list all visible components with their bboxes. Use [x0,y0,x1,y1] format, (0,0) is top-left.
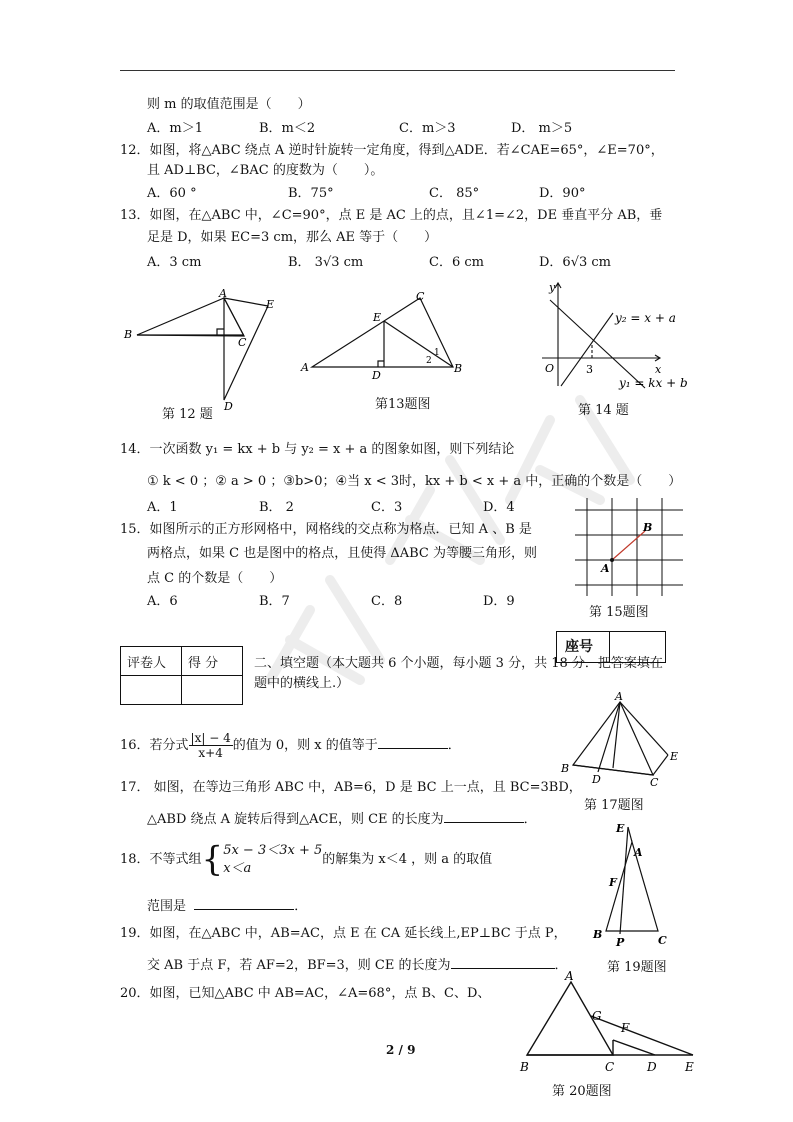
q16-fraction [189,731,233,760]
svg-text:O: O [545,362,555,375]
svg-text:2: 2 [426,356,432,366]
section2-line1: 二、填空题（本大题共 6 个小题，每小题 3 分，共 18 分．把答案填在 [254,656,663,671]
q14-option-c: C．3 [371,500,403,515]
q19-line1: 19．如图，在△ABC 中，AB=AC，点 E 在 CA 延长线上,EP⊥BC 于点 P， [120,926,567,941]
svg-text:E: E [266,298,275,311]
fig12-triangle-ade [224,298,268,400]
q11-option-a: A．m＞1 [147,121,203,136]
svg-text:E: E [616,822,625,835]
reviewer-cell[interactable] [121,676,182,705]
svg-text:A: A [634,846,643,859]
q15-line3: 点 C 的个数是（ ） [147,571,283,586]
q16-pre: 16．若分式 [120,738,189,753]
q15-option-a: A．6 [147,594,178,609]
q17-end: ． [523,812,537,827]
q18-pre: 18．不等式组 [120,852,202,867]
fig14-caption: 第 14 题 [578,403,629,418]
q20-line1: 20．如图，已知△ABC 中 AB=AC，∠A=68°，点 B、C、D、 [120,986,491,1001]
q14-line1: 14．一次函数 y₁ = kx + b 与 y₂ = x + a 的图象如图，则下列结论 [120,442,515,457]
svg-text:D: D [592,773,601,786]
svg-text:B: B [561,762,570,775]
q17-line1: 17． 如图，在等边三角形 ABC 中，AB=6，D 是 BC 上一点，且 BC=3BD， [120,780,582,795]
q15-line1: 15．如图所示的正方形网格中，网格线的交点称为格点．已知 A 、B 是 [120,522,532,537]
svg-text:y: y [549,281,556,294]
q13-option-d: D．6√3 cm [539,255,611,270]
fig14-three: 3 [586,363,593,376]
svg-text:B: B [454,362,463,375]
score-cell[interactable] [182,676,243,705]
fig12-triangle-abc [137,298,244,336]
svg-text:B: B [520,1060,529,1074]
q15-option-b: B．7 [259,594,290,609]
q13-option-b: B． 3√3 cm [288,255,364,270]
q12-line1: 12．如图，将△ABC 绕点 A 逆时针旋转一定角度，得到△ADE．若∠CAE=65°，∠E=70°， [120,143,664,158]
q12-option-a: A．60 ° [147,186,197,201]
q11-stem: 则 m 的取值范围是（ ） [147,97,311,112]
q13-option-c: C．6 cm [429,255,484,270]
score-table [120,646,243,705]
q15-option-c: C．8 [371,594,403,609]
svg-text:D: D [224,400,233,413]
fig12-caption: 第 12 题 [162,407,213,422]
figure-15 [575,498,685,598]
seat-label: 座号 [557,632,610,662]
svg-text:F: F [609,876,617,889]
svg-text:F: F [621,1021,630,1035]
section2-line2: 题中的横线上.） [254,676,350,691]
q16-post: 的值为 0，则 x 的值等于 [232,738,378,753]
svg-text:P: P [616,936,625,949]
q18-end: ． [294,899,308,914]
reviewer-header: 评卷人 [121,647,182,676]
page-number: 2 / 9 [386,1043,416,1057]
figure-17 [558,690,688,790]
svg-text:A: A [219,288,227,300]
q18-post: 的解集为 x＜4 ，则 a 的取值 [322,852,493,867]
q16-numerator: |x| − 4 [190,731,231,745]
q18-ineq2: x＜a [223,860,252,876]
svg-text:B: B [593,928,603,941]
score-header: 得 分 [182,647,243,676]
fig14-y2-label: y₂ = x + a [615,311,676,325]
q13-option-a: A．3 cm [147,255,202,270]
fig15-caption: 第 15题图 [589,605,649,620]
q16-answer-blank[interactable] [378,736,448,749]
fig19-caption: 第 19题图 [607,960,667,975]
q17-line2-wrap [147,810,537,828]
figure-14 [535,278,695,396]
q11-option-c: C．m＞3 [399,121,456,136]
svg-text:B: B [643,521,653,534]
q14-option-a: A．1 [147,500,178,515]
q11-option-b: B．m＜2 [259,121,316,136]
svg-text:D: D [647,1060,657,1074]
q16 [120,730,461,766]
q12-option-c: C． 85° [429,186,480,201]
fig14-y1-label: y₁ = kx + b [619,376,688,390]
q14-line2: ① k < 0 ；② a > 0 ；③b>0；④当 x < 3时，kx + b < x + a 中，正确的个数是（ ） [147,474,682,489]
q15-line2: 两格点，如果 C 也是图中的格点，且使得 ΔABC 为等腰三角形，则 [147,546,537,561]
svg-text:C: C [238,336,247,349]
svg-text:A: A [565,969,574,983]
svg-text:E: E [373,311,382,324]
fig13-caption: 第13题图 [375,397,431,412]
figure-19 [588,822,678,952]
fig17-caption: 第 17题图 [584,798,644,813]
q16-denominator: x+4 [198,746,223,760]
q14-option-b: B． 2 [259,500,294,515]
q17-line2: △ABD 绕点 A 旋转后得到△ACE，则 CE 的长度为 [147,812,444,827]
q18-system [223,842,322,878]
q15-option-d: D．9 [483,594,515,609]
svg-text:C: C [416,290,425,303]
svg-text:A: A [601,562,610,575]
q16-end: ． [447,738,461,753]
q19-end: ． [554,958,568,973]
q12-line2: 且 AD⊥BC，∠BAC 的度数为（ ）。 [147,163,384,178]
figure-20 [515,968,700,1076]
fig13-triangle-abc [312,298,453,367]
figure-13 [298,290,468,382]
header-rule [120,70,675,71]
q18-line2-wrap [147,897,307,915]
svg-text:C: C [650,776,659,789]
q14-option-d: D．4 [483,500,515,515]
q18-ineq1: 5x − 3＜3x + 5 [223,842,323,858]
svg-text:E: E [685,1060,694,1074]
fig20-caption: 第 20题图 [552,1084,612,1099]
q12-option-b: B．75° [288,186,334,201]
svg-text:E: E [670,750,679,763]
q18-line2: 范围是 [147,899,187,914]
svg-text:A: A [615,690,623,703]
q13-line1: 13．如图，在△ABC 中，∠C=90°，点 E 是 AC 上的点，且∠1=∠2，DE 垂直平分 AB，垂 [120,208,663,223]
svg-text:B: B [124,328,133,341]
q11-option-d: D． m＞5 [511,121,573,136]
q18-brace: { [201,839,224,880]
q18 [120,840,492,880]
svg-text:C: C [605,1060,615,1074]
q17-answer-blank[interactable] [444,810,524,823]
svg-text:x: x [655,363,662,376]
q12-option-d: D．90° [539,186,586,201]
svg-text:C: C [658,934,667,947]
figure-12 [120,288,290,413]
svg-text:D: D [372,369,381,382]
svg-text:1: 1 [434,348,440,358]
svg-text:A: A [301,361,309,374]
q19-line2-wrap [147,956,568,974]
q19-line2: 交 AB 于点 F，若 AF=2，BF=3，则 CE 的长度为 [147,958,451,973]
svg-text:G: G [592,1009,602,1023]
q13-line2: 足是 D，如果 EC=3 cm，那么 AE 等于（ ） [147,230,438,245]
q18-answer-blank[interactable] [194,897,294,910]
